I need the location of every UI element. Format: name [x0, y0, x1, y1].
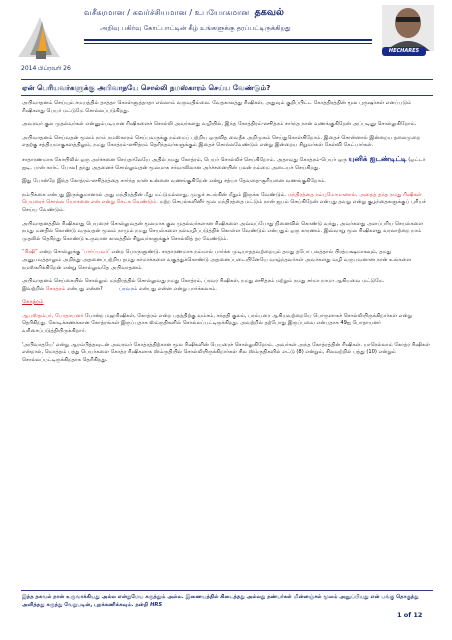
paragraph-6	[22, 192, 432, 215]
paragraph-9-text-b: இவற்றில்	[22, 285, 45, 292]
paragraph-9	[22, 278, 432, 293]
paragraph-6-text-b: மற்ற செயல்களினீர் மூல மந்திரத்தை மட்டும் நான் ஜபம் செய்கிறேன் என்பது தவறு என்று குழந்தைகளுக்குப் புரியச் செய்ய வேண்டும்.	[22, 199, 426, 213]
paragraph-5: இது போன்றே இந்த கோத்ரம்-ஸூத்ரத்தை சார்ந்த நான் உன்னை வணங்குகிறேன் என்று சத்யா தேவதை-சூரியனை வணங்குகிறோம்.	[22, 178, 326, 185]
header-title-main: வசீகரமான / கவர்ச்சியமான / உபயோகமான	[84, 7, 250, 17]
footer-signature: HRS	[150, 602, 163, 608]
paragraph-9-text-d: என்பது என்ன என்று பார்க்கலாம்.	[138, 285, 217, 292]
paragraph-2: அவரவர் குல முதல்வர்கள் என்னும்படியான ரிஷிகளைச் சொல்லி அவர்களது வழியில், இந்த கோத்திரம்-ஸூத்ரம் சார்ந்த நான் வணங்குகிறேன் அப்படினு சொல்லுகிறோம்.	[22, 121, 417, 128]
gotram-term: கோத்ரம்	[45, 285, 66, 292]
paragraph-10	[22, 313, 432, 336]
flame-logo-icon	[12, 7, 66, 63]
rishi-term: “ரிஷி”	[22, 249, 38, 256]
top-rule	[21, 79, 433, 80]
paragraph-3: அபிவாதனம் செய்வதன் மூலம் நாம் நமஸ்காரம் செய்பவருக்கு நம்மைப் பற்றிய ஒருவித வைதீக அறிமுகம் செய்துகொள்கிறோம். இதைச் சொன்னால் இன்றைய தலைமுறை எதற்கு சத்தியமாகுகளத்திலும், நமது கோத்ரம்-ஸூத்ரம் தெரிந்தவர்களுக்கும் இதைச் சொல்லவேண்டும் என்று இன்றைய சிறுவர்கள் கேள்வி கேட்பார்கள்.	[22, 134, 421, 149]
question-rule	[21, 95, 433, 96]
paragraph-4	[22, 156, 432, 172]
paragraph-8-text-a: என்ற சொல்லுக்கு	[39, 249, 81, 256]
paragraph-7: அபிவாதனத்தில் ரிஷிகளது பெயரைச் சொல்லுவதன் மூலமாக குல முதல்வர்களான ரிஷிகளை அவ்வப்போது நினைவில் கொண்டு வந்து, அவர்களது அளப்பரிய செயல்களை நமது மனதில் கொண்டு வருவதன் மூலம் நாமும் நமது செயல்களை நல்வழிப்படுத்திக் கொள்ள வேண்டும் என்பதும் ஒரு காரணம். இவ்வாறு மூல ரிஷிகளது வரலாற்றை நாம் முதலில் தெரிந்து கொண்டு உருவான காலத்தில் சிறுவர்களுக்குச் சொல்லித் தர வேண்டும்.	[22, 220, 424, 242]
footer-disclaimer: இந்த தகவல் நான் உருவாக்கியது அல்ல என்றுமேய கருத்தும் அல்ல. இணையத்தில் கிடைத்தது அல்லது நண்பர்கள் மின்னஞ்சல் மூலம் அனுப்பியது என் பங்கு தொகுத்து அளித்தது கருத்து வேறுபடின், புறக்கணிக்கவும். நன்றி	[22, 594, 419, 608]
paragraph-10-text: போன்ற மஹரிஷிகள், கோத்ரம் என்ற பதத்திற்கு வம்சம், சந்ததி குலம், பரம்பரை ஆகியவற்றையே பொருளாகச் சொல்லியிருக்கிறார்கள் என்று தெரிகிறது. கோடிக்கணக்கான கோத்ரங்கள் இருப்பதாக ஸ்ம்ருதிகளில் சொல்லப்பட்டிருக்கிறது. அவற்றில் தற்போது இருப்பவை என்பதாக 49ஐ போதாயனர் வரிசைப்படுத்தியிருக்கிறார்.	[22, 312, 413, 335]
hechares-badge: HECHARES	[382, 47, 426, 56]
header-divider-thin	[84, 43, 372, 44]
paragraph-6-text-a: நம்பிக்கை என்பது இருக்குமானால் அது மந்திரத்தின் மீது மட்டுமல்லாது, முழுச் சடங்கின் மீதும் இருக்க வேண்டும்.	[22, 191, 287, 198]
paragraph-4-text-a: சாதாரணமாக கோயிலில் ஒரு அர்ச்சனை செய்தாலேயே அதில் நமது கோத்ரம், பெயர் சொல்லிச் செய்கிறோம். அதாவது கோத்ரம்-பெயர் ஒரு	[22, 156, 347, 163]
sages-names: ஆபஸ்தம்பர், போதாயனர்	[22, 312, 84, 319]
date-label: 2014 பிப்ரவரி 26	[21, 65, 71, 72]
unique-identity-highlight: யுனிக் ஐடண்டிட்டி	[348, 154, 407, 163]
paragraph-8	[22, 249, 432, 272]
section-heading-gotram: கோத்ரம்	[22, 299, 44, 306]
question-heading: ஏன் பெரியவர்களுக்கு அபிவாதயே சொல்லி நமஸ்காரம் செய்ய வேண்டும்?	[22, 83, 271, 92]
paragraph-9-text-a: அபிவாதனம் செய்கையில் சொல்லும் மந்திரத்தில் சொல்லுவது நமது கோத்ரம், ப்ரவர ரிஷிகள், நமது ஸூத்ரம் மற்றும் நமது சர்மா நாமா ஆகியவை மட்டுமே.	[22, 278, 385, 285]
seer-term: ‘பார்ப்பவர்’	[82, 249, 110, 256]
header-title-tag: தகவல்	[254, 7, 284, 18]
header-title	[84, 7, 374, 19]
header-subtitle: அறிவு பகிர்வு கோட்பாட்டின் கீழ் உங்களுக்கு தரப்பட்டிருக்கிறது	[100, 24, 291, 32]
paragraph-8-text-b: என்ற பொருளுண்டு. சாதாரணமாக நம்மால் பார்க்க முடியாததவற்றையும் தமது தபோ பலத்தால் பிரத்யக்ஷமாகவும், தமது அனுபவத்தாலும் அறிந்து அதனைப்பற்றிய தமது கர்மாக்களை வகுத்துக்கொண்டு அதனைப்படையினேயே வாழ்ந்தவர்கள் அவர்களது வழி வருபவனான நான் உங்களை நமஸ்கரிக்கிறேன் என்று சொல்லுவதே அபிவாதனம்.	[22, 249, 412, 271]
header-divider	[84, 39, 372, 41]
pravaram-term: ப்ரவரம்	[119, 285, 138, 292]
paragraph-6-red-text: மந்திரத்தை நம்புமோமானால், அதைத் தந்த நமது ரிஷிகள் பெயரைச் சொல்ல யோசனை என் என்று கேட்க வேண்டும்.	[22, 191, 422, 206]
paragraph-4-text-b: (ஒட்டர் ஐடி, பான் கார்ட் போல) தந்து அதனைச் சொல்லுவதன் மூலமாக சர்வாலிலான அர்ச்சனையின் பலன் நம்மை அடையச் செய்கிறது.	[22, 156, 426, 171]
paragraph-1: அபிவாதனம் செய்யும் சமயத்தில் தாத்தா கொள்ளுத்தாதா எல்லாம் வருவதில்லை. வேதகாலத்து ரிஷிகள், அதுவும் குறிப்பிட்ட கோத்திரத்தின் மூல புருஷர்கள் எனப்படும் ரிஷிகளது பெயர் மட்டுமே சொல்லப்படுகிறது.	[22, 100, 412, 114]
article-body	[22, 100, 432, 370]
footer-rule	[21, 590, 433, 591]
paragraph-9-text-c: என்பது என்ன?	[67, 285, 103, 292]
paragraph-11: 'அபிவாதயே' என்று ஆரம்பித்தவுடன் அவரவர் கோத்ரத்திற்கான மூல ரிஷிகளின் பெயரைச் சொல்லுகிறோம். அவர்கள் அந்த கோத்ரத்தின் ரிஷிகள். யாரெல்லாம் கோத்ர ரிஷிகள் என்றால், மொத்தம் பத்து பெயர்களை கோத்ர ரிஷிகளாக ஸ்ம்ருதியில் சொல்லியிருக்கிறார்கள் சில ஸ்ம்ருதிகளில் எட்டு (8) என்றும், சிலவற்றில் பத்து (10) என்றும் சொல்லப்பட்டிருக்கிறதாக தெரிகிறது.	[22, 341, 430, 363]
page-number: 1 of 12	[397, 611, 423, 619]
footer-note	[22, 593, 432, 609]
